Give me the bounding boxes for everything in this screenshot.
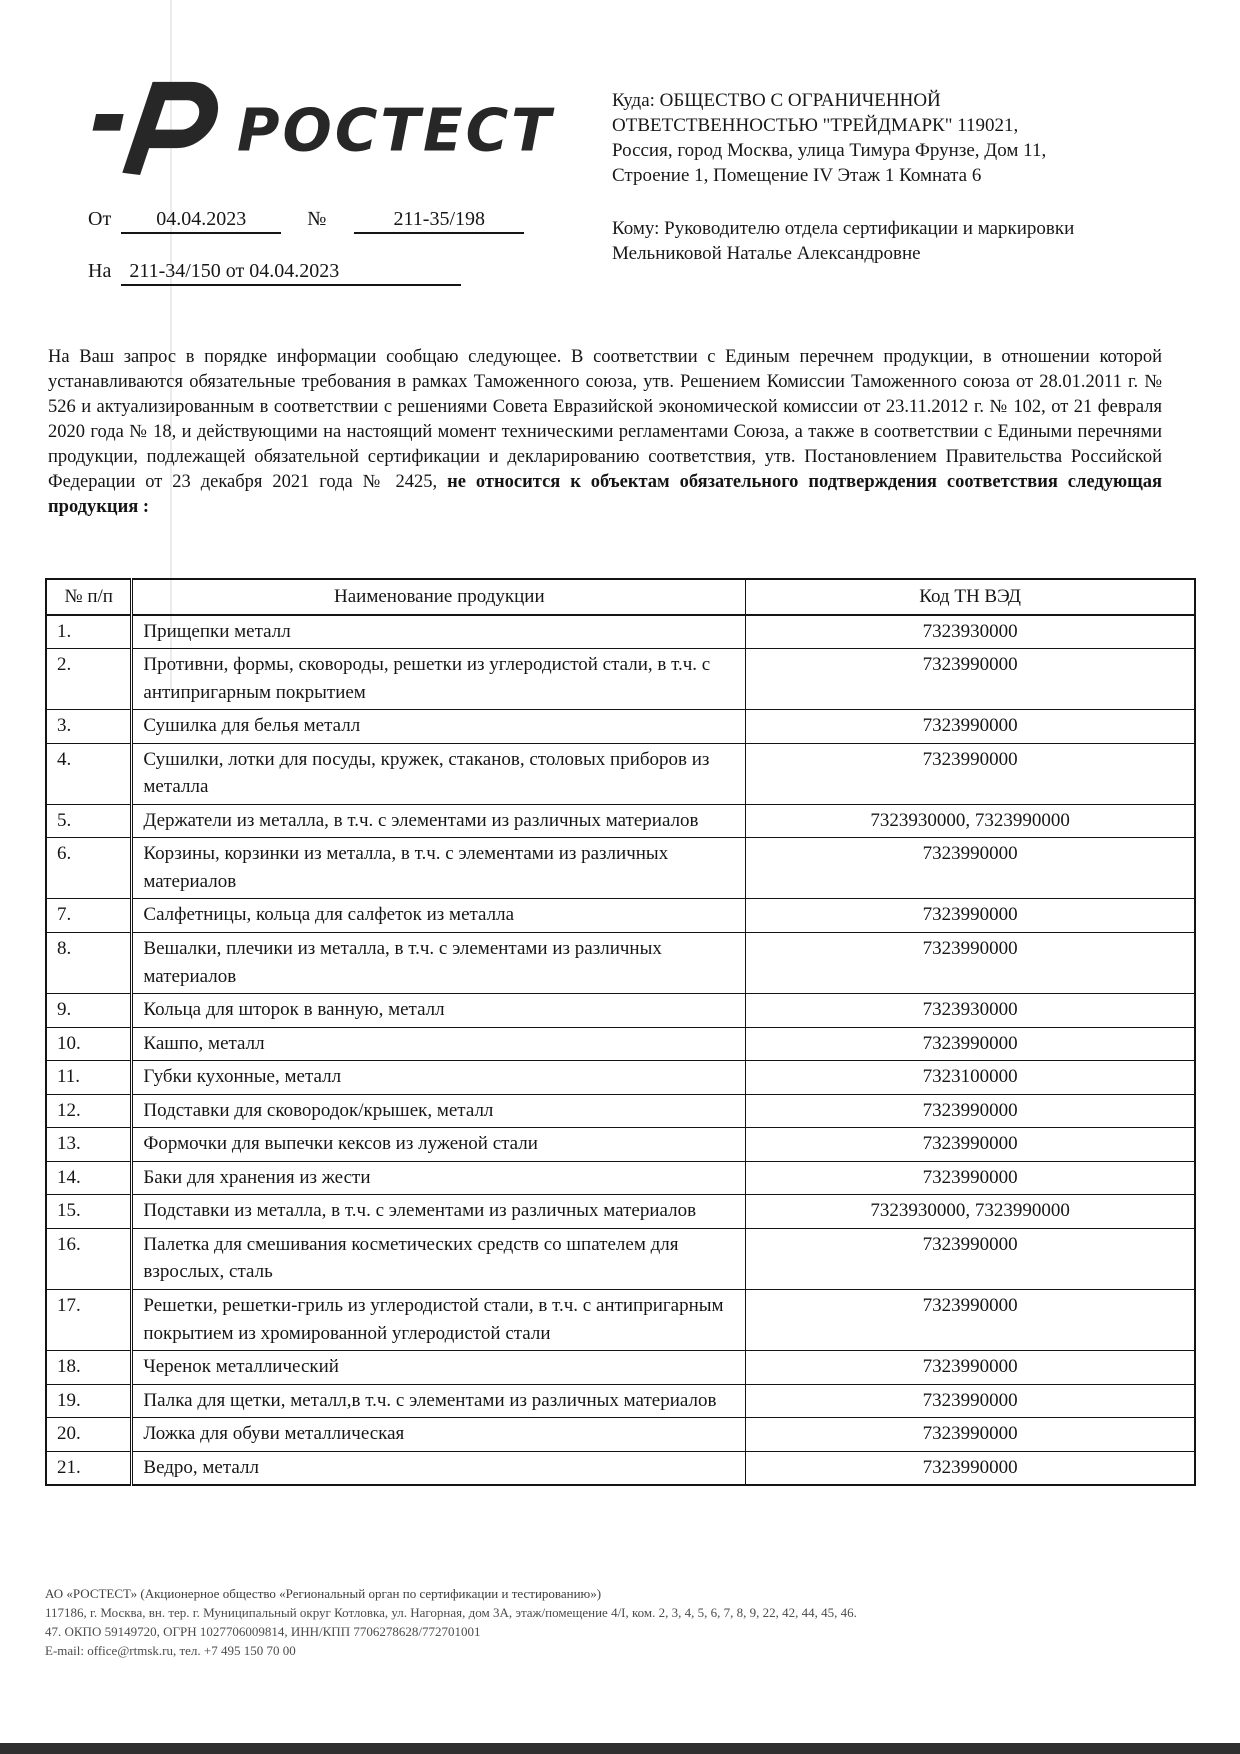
table-row: [46, 615, 1195, 649]
row-number-cell: 8.: [46, 933, 132, 994]
tnved-code-cell: 7323100000: [746, 1061, 1195, 1095]
row-number-cell: 7.: [46, 899, 132, 933]
product-name-cell: Ведро, металл: [132, 1451, 746, 1485]
row-number-cell: 4.: [46, 743, 132, 804]
tnved-code-cell: 7323990000: [746, 1027, 1195, 1061]
tnved-code-cell: 7323990000: [746, 1351, 1195, 1385]
row-number-cell: 19.: [46, 1384, 132, 1418]
tnved-code-cell: 7323990000: [746, 1228, 1195, 1289]
tnved-code-cell: 7323990000: [746, 649, 1195, 710]
table-row: [46, 838, 1195, 899]
row-number-cell: 16.: [46, 1228, 132, 1289]
tnved-code-cell: 7323990000: [746, 1290, 1195, 1351]
recipient-block: [612, 88, 1082, 266]
product-name-cell: Палка для щетки, металл,в т.ч. с элементами из различных материалов: [132, 1384, 746, 1418]
table-row: [46, 1451, 1195, 1485]
letter-date: 04.04.2023: [121, 208, 281, 234]
header-tnved-code: Код ТН ВЭД: [746, 579, 1195, 615]
table-row: [46, 1094, 1195, 1128]
tnved-code-cell: 7323930000: [746, 615, 1195, 649]
product-name-cell: Держатели из металла, в т.ч. с элементами из различных материалов: [132, 804, 746, 838]
tnved-code-cell: 7323990000: [746, 1418, 1195, 1452]
ref-line-outgoing: [88, 208, 588, 234]
product-name-cell: Сушилка для белья металл: [132, 710, 746, 744]
reply-reference: 211-34/150 от 04.04.2023: [121, 260, 461, 286]
table-row: [46, 933, 1195, 994]
row-number-cell: 5.: [46, 804, 132, 838]
product-name-cell: Подставки для сковородок/крышек, металл: [132, 1094, 746, 1128]
recipient-address: Куда: ОБЩЕСТВО С ОГРАНИЧЕННОЙ ОТВЕТСТВЕННОСТЬЮ "ТРЕЙДМАРК" 119021, Россия, город Москва, улица Тимура Фрунзе, Дом 11, Строение 1, Помещение IV Этаж 1 Комната 6: [612, 90, 1047, 186]
tnved-code-cell: 7323990000: [746, 1161, 1195, 1195]
product-name-cell: Черенок металлический: [132, 1351, 746, 1385]
row-number-cell: 11.: [46, 1061, 132, 1095]
tnved-code-cell: 7323990000: [746, 899, 1195, 933]
body-paragraph: [48, 345, 1162, 520]
product-name-cell: Прищепки металл: [132, 615, 746, 649]
table-row: [46, 743, 1195, 804]
body-text-bold: не относится к объектам обязательного подтверждения соответствия следующая продукция :: [48, 472, 1162, 517]
row-number-cell: 14.: [46, 1161, 132, 1195]
number-label: №: [307, 208, 327, 230]
row-number-cell: 6.: [46, 838, 132, 899]
reply-label: На: [88, 260, 112, 282]
tnved-code-cell: 7323930000: [746, 994, 1195, 1028]
table-row: [46, 994, 1195, 1028]
rostest-logo-text: РОСТЕСТ: [237, 95, 554, 165]
table-row: [46, 1351, 1195, 1385]
product-table: [45, 578, 1196, 1486]
row-number-cell: 18.: [46, 1351, 132, 1385]
row-number-cell: 21.: [46, 1451, 132, 1485]
table-row: [46, 1195, 1195, 1229]
product-name-cell: Салфетницы, кольца для салфеток из металла: [132, 899, 746, 933]
ref-line-reply: [88, 260, 588, 286]
product-name-cell: Палетка для смешивания косметических средств со шпателем для взрослых, сталь: [132, 1228, 746, 1289]
tnved-code-cell: 7323930000, 7323990000: [746, 1195, 1195, 1229]
tnved-code-cell: 7323990000: [746, 1128, 1195, 1162]
row-number-cell: 17.: [46, 1290, 132, 1351]
header-product-name: Наименование продукции: [132, 579, 746, 615]
table-row: [46, 1290, 1195, 1351]
row-number-cell: 3.: [46, 710, 132, 744]
table-row: [46, 1027, 1195, 1061]
product-name-cell: Кашпо, металл: [132, 1027, 746, 1061]
footer-company-line: АО «РОСТЕСТ» (Акционерное общество «Региональный орган по сертификации и тестированию»): [45, 1586, 602, 1601]
tnved-code-cell: 7323990000: [746, 743, 1195, 804]
product-name-cell: Кольца для шторок в ванную, металл: [132, 994, 746, 1028]
reference-block: [88, 208, 588, 286]
tnved-code-cell: 7323990000: [746, 710, 1195, 744]
table-row: [46, 649, 1195, 710]
tnved-code-cell: 7323990000: [746, 1384, 1195, 1418]
product-name-cell: Подставки из металла, в т.ч. с элементами из различных материалов: [132, 1195, 746, 1229]
product-name-cell: Формочки для выпечки кексов из луженой стали: [132, 1128, 746, 1162]
row-number-cell: 15.: [46, 1195, 132, 1229]
header-row-number: № п/п: [46, 579, 132, 615]
table-row: [46, 1228, 1195, 1289]
from-label: От: [88, 208, 112, 230]
product-name-cell: Сушилки, лотки для посуды, кружек, стаканов, столовых приборов из металла: [132, 743, 746, 804]
row-number-cell: 12.: [46, 1094, 132, 1128]
product-name-cell: Вешалки, плечики из металла, в т.ч. с элементами из различных материалов: [132, 933, 746, 994]
scan-edge-artifact: [0, 1743, 1240, 1754]
tnved-code-cell: 7323990000: [746, 838, 1195, 899]
body-text-regular: На Ваш запрос в порядке информации сообщаю следующее. В соответствии с Единым перечнем продукции, в отношении которой устанавливаются обязательные требования в рамках Таможенного союза, утв. Решением Комиссии Таможенного союза от 28.01.2011 г. № 526 и актуализированным в соответствии с решениями Совета Евразийской экономической комиссии от 23.11.2012 г. № 102, от 21 февраля 2020 года № 18, и действующими на настоящий момент техническими регламентами Союза, а также в соответствии с Едиными перечнями продукции, подлежащей обязательной сертификации и декларированию соответствия, утв. Постановлением Правительства Российской Федерации от 23 декабря 2021 года № 2425,: [48, 347, 1162, 492]
product-name-cell: Баки для хранения из жести: [132, 1161, 746, 1195]
row-number-cell: 20.: [46, 1418, 132, 1452]
footer-address-line: 117186, г. Москва, вн. тер. г. Муниципальный округ Котловка, ул. Нагорная, дом 3А, этаж/помещение 4/I, ком. 2, 3, 4, 5, 6, 7, 8, 9, 22, 42, 44, 45, 46.: [45, 1605, 857, 1620]
table-row: [46, 1161, 1195, 1195]
table-row: [46, 1061, 1195, 1095]
table-row: [46, 1384, 1195, 1418]
recipient-attention: Кому: Руководителю отдела сертификации и маркировки: [612, 218, 1075, 239]
rostest-logo-icon: [85, 68, 223, 184]
footer-registration-line: 47. ОКПО 59149720, ОГРН 1027706009814, ИНН/КПП 7706278628/772701001: [45, 1624, 481, 1639]
table-row: [46, 899, 1195, 933]
tnved-code-cell: 7323930000, 7323990000: [746, 804, 1195, 838]
footer-contact-line: E-mail: office@rtmsk.ru, тел. +7 495 150 70 00: [45, 1643, 296, 1658]
recipient-attention-name: Мельниковой Наталье Александровне: [612, 243, 921, 264]
row-number-cell: 1.: [46, 615, 132, 649]
rostest-logo: [85, 68, 554, 184]
letter-number: 211-35/198: [354, 208, 524, 234]
footer-block: [45, 1584, 1200, 1660]
product-name-cell: Противни, формы, сковороды, решетки из углеродистой стали, в т.ч. с антипригарным покрытием: [132, 649, 746, 710]
tnved-code-cell: 7323990000: [746, 1451, 1195, 1485]
product-table-head: [46, 579, 1195, 615]
tnved-code-cell: 7323990000: [746, 1094, 1195, 1128]
row-number-cell: 13.: [46, 1128, 132, 1162]
table-header-row: [46, 579, 1195, 615]
table-row: [46, 1128, 1195, 1162]
row-number-cell: 9.: [46, 994, 132, 1028]
table-row: [46, 804, 1195, 838]
product-name-cell: Корзины, корзинки из металла, в т.ч. с элементами из различных материалов: [132, 838, 746, 899]
product-name-cell: Губки кухонные, металл: [132, 1061, 746, 1095]
row-number-cell: 2.: [46, 649, 132, 710]
tnved-code-cell: 7323990000: [746, 933, 1195, 994]
table-row: [46, 1418, 1195, 1452]
product-table-body: [46, 615, 1195, 1486]
product-name-cell: Ложка для обуви металлическая: [132, 1418, 746, 1452]
row-number-cell: 10.: [46, 1027, 132, 1061]
table-row: [46, 710, 1195, 744]
product-name-cell: Решетки, решетки-гриль из углеродистой стали, в т.ч. с антипригарным покрытием из хромированной углеродистой стали: [132, 1290, 746, 1351]
